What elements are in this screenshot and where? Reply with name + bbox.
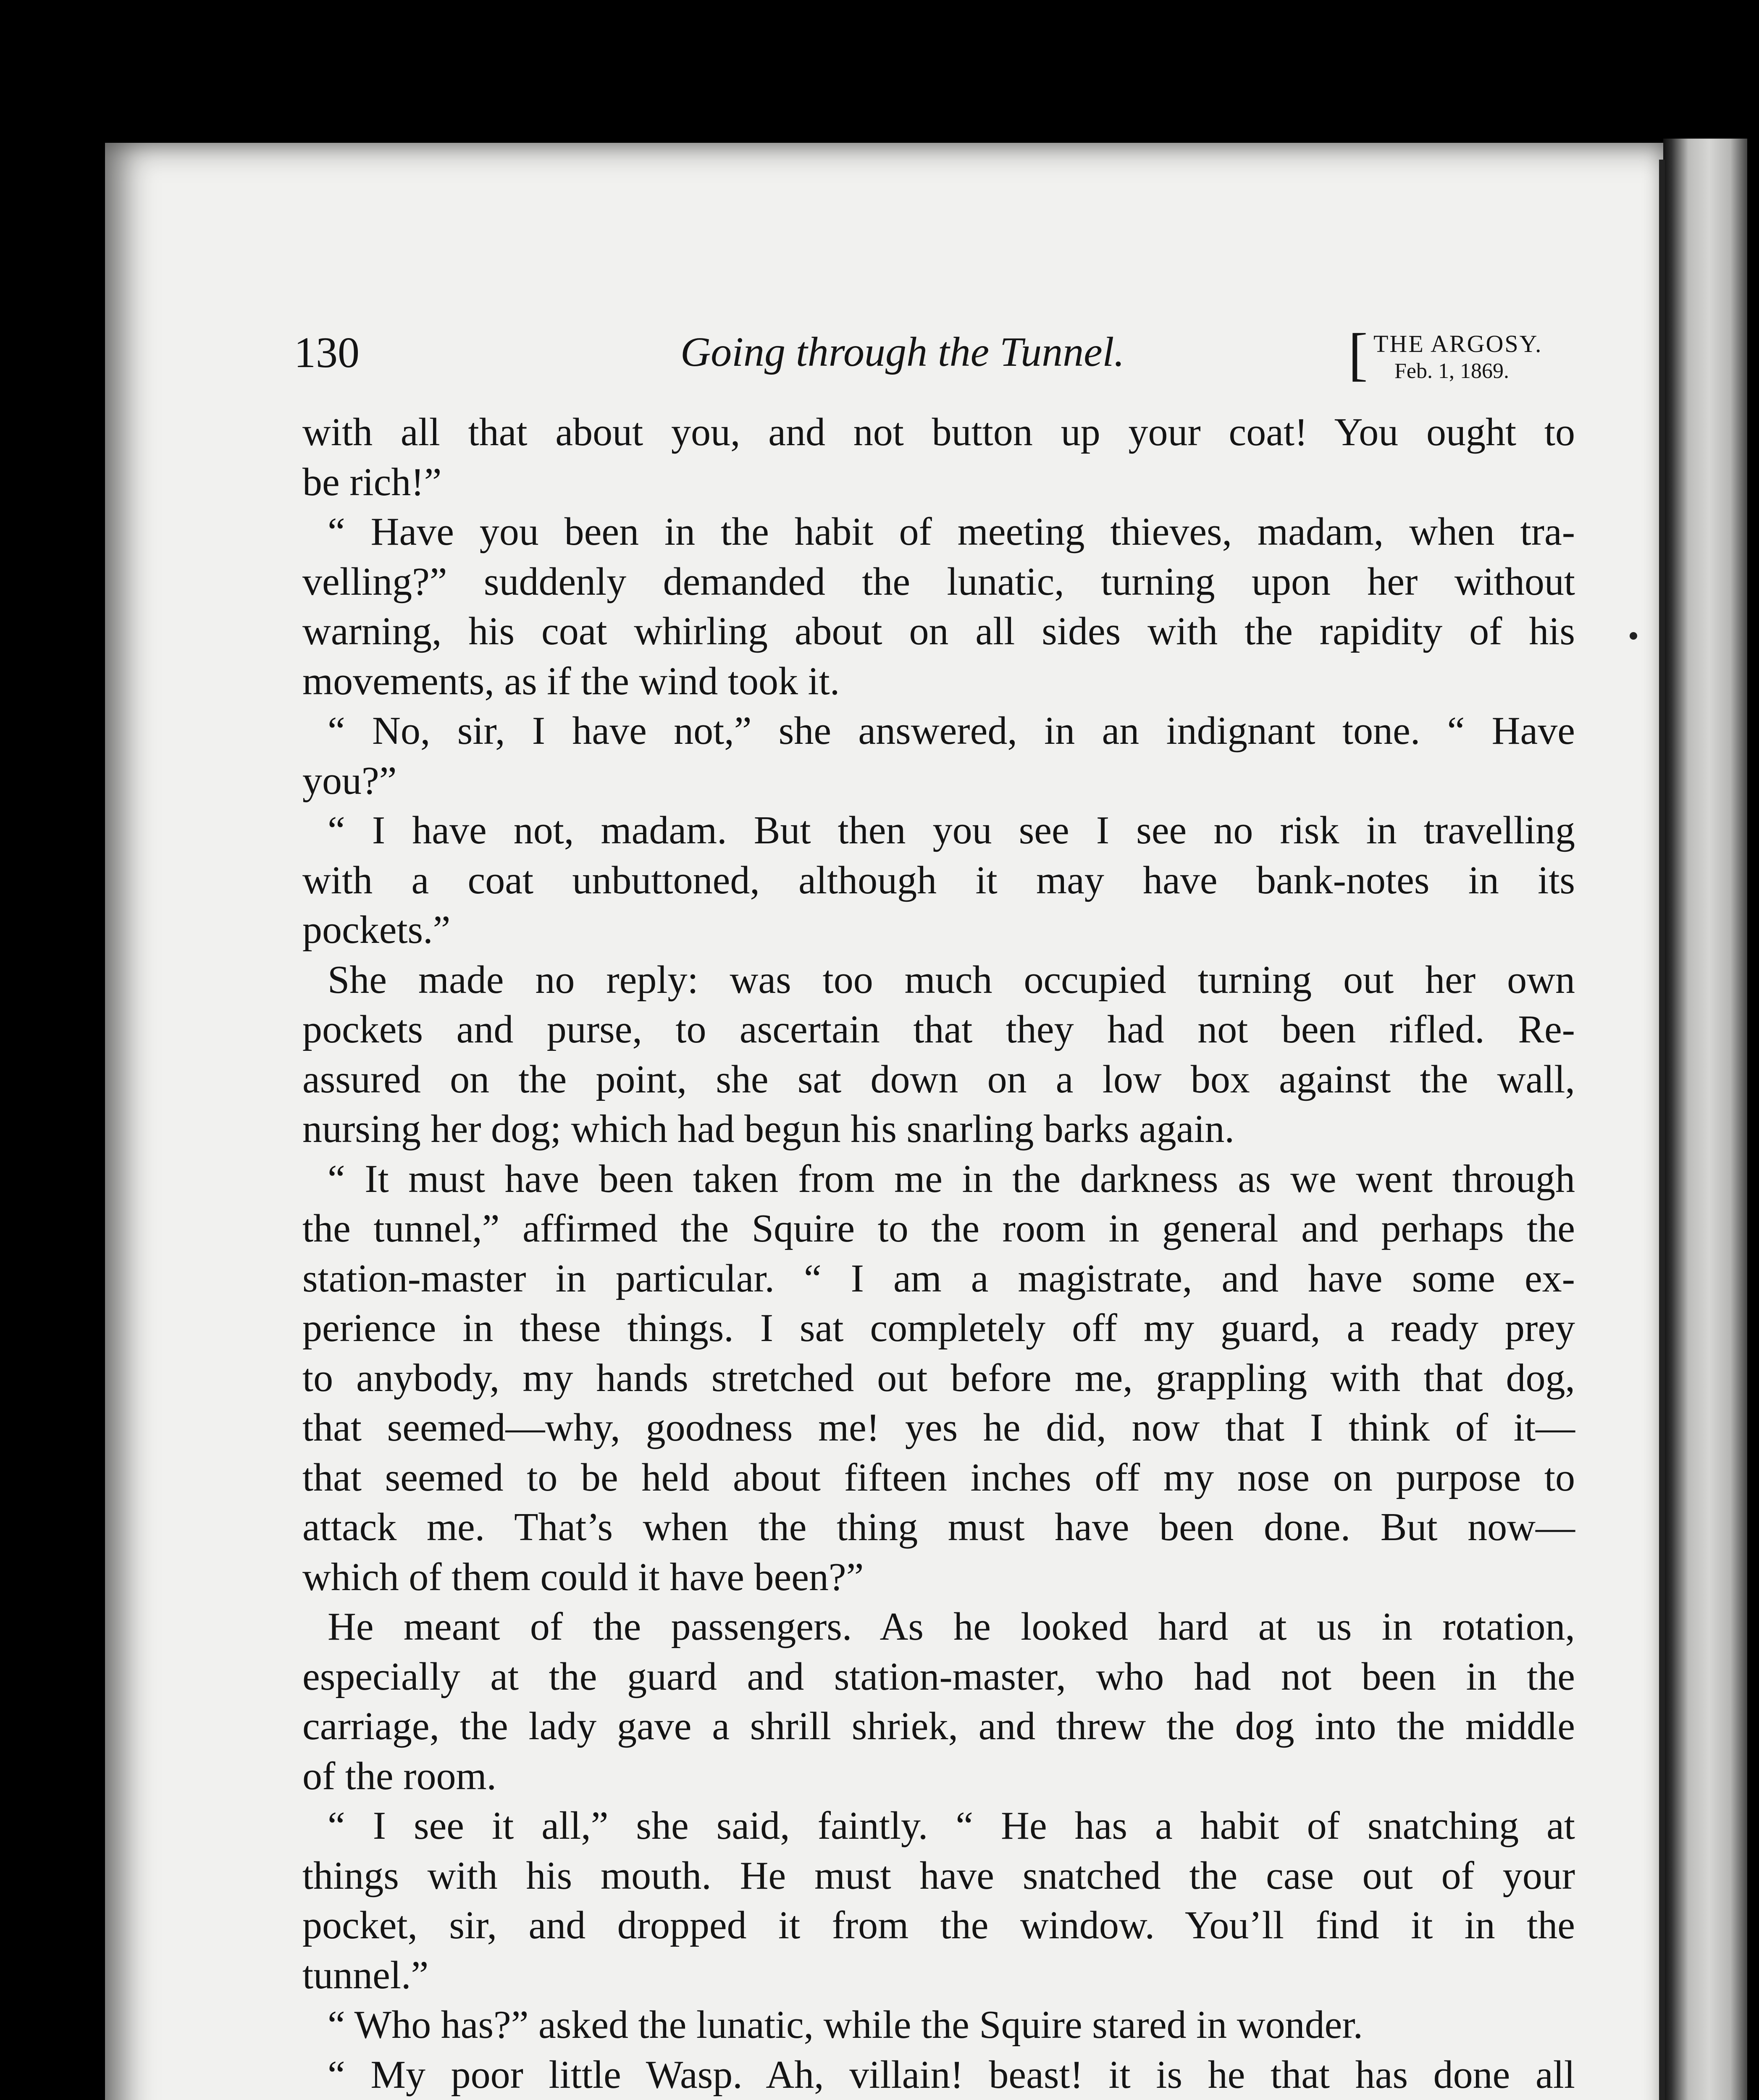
text-line: She made no reply: was too much occupied turning out her own — [328, 958, 1575, 1002]
text-line: tunnel.” — [302, 1953, 429, 1997]
text-line: with all that about you, and not button up your coat! You ought to — [302, 410, 1575, 454]
text-line: pockets and purse, to ascertain that they had not been rifled. Re- — [302, 1008, 1575, 1051]
text-line: “ My poor little Wasp. Ah, villain! beast! it is he that has done all — [328, 2053, 1575, 2097]
text-line: that seemed—why, goodness me! yes he did, now that I think of it— — [302, 1406, 1575, 1449]
text-line: carriage, the lady gave a shrill shriek, and threw the dog into the middle — [302, 1704, 1575, 1748]
text-line: you?” — [302, 759, 397, 803]
text-line: “ I have not, madam. But then you see I see no risk in travelling — [328, 808, 1575, 852]
text-line: station-master in particular. “ I am a magistrate, and have some ex- — [302, 1256, 1575, 1300]
text-line: “ It must have been taken from me in the darkness as we went through — [328, 1157, 1575, 1201]
text-line: “ I see it all,” she said, faintly. “ He has a habit of snatching at — [328, 1804, 1575, 1848]
text-line: with a coat unbuttoned, although it may have bank-notes in its — [302, 858, 1575, 902]
text-line: “ No, sir, I have not,” she answered, in an indignant tone. “ Have — [328, 709, 1575, 753]
text-line: velling?” suddenly demanded the lunatic, turning upon her without — [302, 559, 1575, 604]
facing-page-edge — [1663, 139, 1747, 2100]
text-line: perience in these things. I sat completely off my guard, a ready prey — [302, 1306, 1575, 1350]
text-line: He meant of the passengers. As he looked hard at us in rotation, — [328, 1605, 1575, 1648]
text-line: attack me. That’s when the thing must have been done. But now— — [302, 1505, 1575, 1549]
text-line: “ Who has?” asked the lunatic, while the Squire stared in wonder. — [328, 2003, 1363, 2047]
text-line: which of them could it have been?” — [302, 1555, 864, 1599]
text-line: “ Have you been in the habit of meeting thieves, madam, when tra- — [328, 510, 1575, 554]
text-line: be rich!” — [302, 460, 442, 504]
body-text — [302, 407, 1575, 2100]
text-line: to anybody, my hands stretched out before me, grappling with that dog, — [302, 1356, 1575, 1400]
issue-date: Feb. 1, 1869. — [1394, 359, 1509, 383]
text-line: nursing her dog; which had begun his snarling barks again. — [302, 1107, 1235, 1151]
text-line: movements, as if the wind took it. — [302, 659, 840, 703]
text-line: pockets.” — [302, 908, 451, 952]
text-line: warning, his coat whirling about on all sides with the rapidity of his — [302, 609, 1575, 653]
text-line: of the room. — [302, 1754, 497, 1798]
text-line: especially at the guard and station-master, who had not been in the — [302, 1654, 1575, 1698]
journal-name: THE ARGOSY. — [1373, 330, 1543, 357]
running-title: Going through the Tunnel. — [680, 328, 1125, 375]
text-line: the tunnel,” affirmed the Squire to the room in general and perhaps the — [302, 1207, 1575, 1250]
journal-bracket: [ — [1348, 322, 1368, 387]
text-line: pocket, sir, and dropped it from the window. You’ll find it in the — [302, 1903, 1575, 1947]
text-line: assured on the point, she sat down on a low box against the wall, — [302, 1057, 1575, 1101]
running-head — [294, 322, 1579, 387]
page-number: 130 — [294, 328, 360, 377]
page-gutter — [1659, 160, 1665, 2100]
ink-dot — [1630, 632, 1637, 640]
text-line: things with his mouth. He must have snatched the case out of your — [302, 1853, 1575, 1898]
text-line: that seemed to be held about fifteen inches off my nose on purpose to — [302, 1455, 1575, 1499]
